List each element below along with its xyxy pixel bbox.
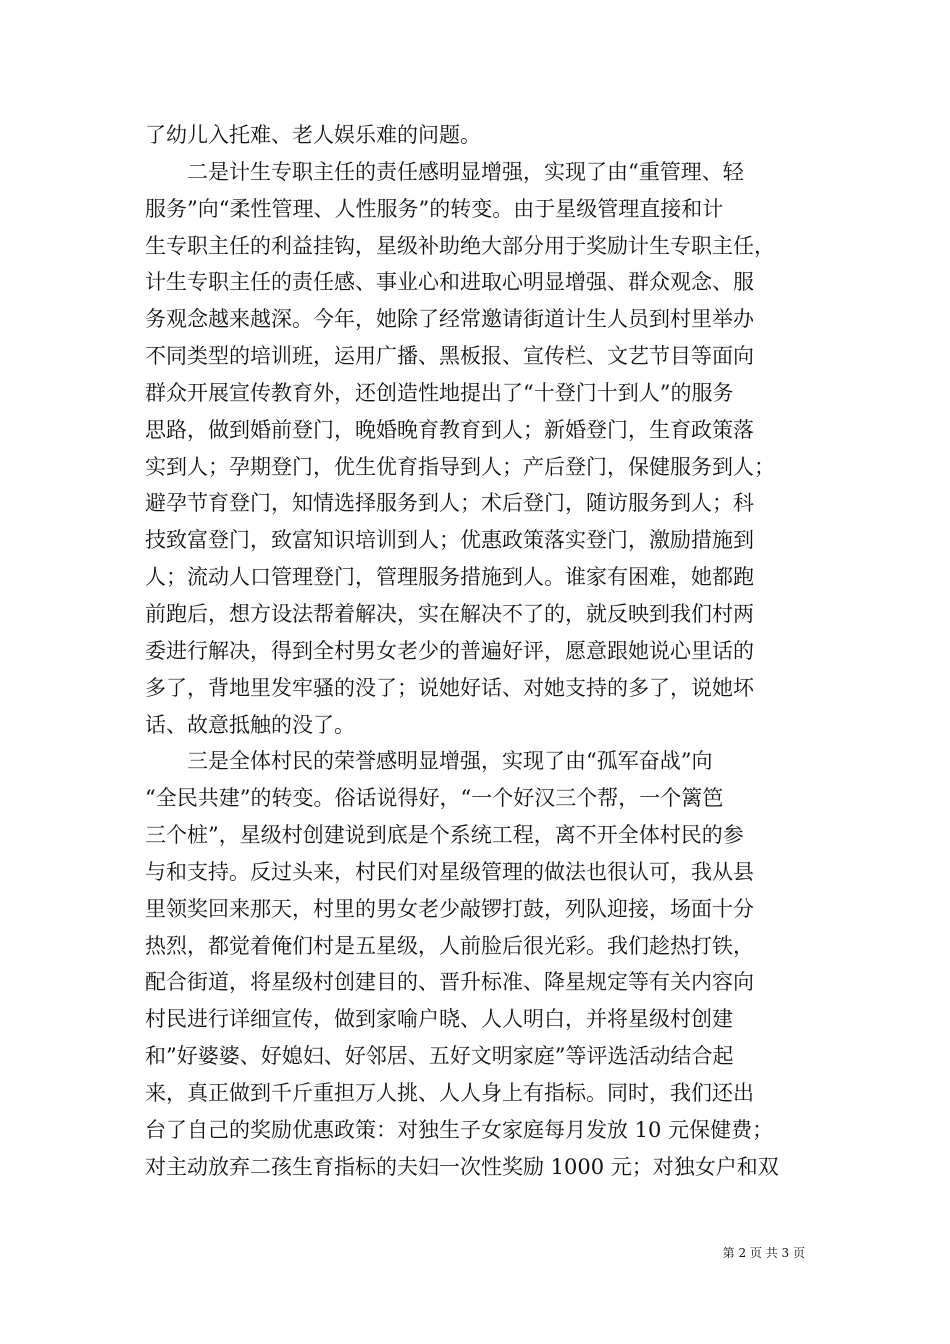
text-line: 不同类型的培训班，运用广播、黑板报、宣传栏、文艺节目等面向 <box>145 344 754 369</box>
text-line: 人；流动人口管理登门，管理服务措施到人。谁家有困难，她都跑 <box>145 565 754 590</box>
text-line: 了幼儿入托难、老人娱乐难的问题。 <box>145 123 481 147</box>
text-line: “全民共建”的转变。俗话说得好，“一个好汉三个帮，一个篱笆 <box>145 786 724 811</box>
text-line: 与和支持。反过头来，村民们对星级管理的做法也很认可，我从县 <box>145 859 754 884</box>
text-line: 对主动放弃二孩生育指标的夫妇一次性奖励 1000 元；对独女户和双 <box>145 1154 779 1179</box>
page-number-footer: 第 2 页 共 3 页 <box>722 1246 805 1260</box>
text-line: 来，真正做到千斤重担万人挑、人人身上有指标。同时，我们还出 <box>145 1080 754 1105</box>
text-line: 热烈，都觉着俺们村是五星级，人前脸后很光彩。我们趁热打铁， <box>145 933 754 958</box>
paragraph-start-line: 二是计生专职主任的责任感明显增强，实现了由“重管理、轻 <box>187 159 744 184</box>
text-line: 群众开展宣传教育外，还创造性地提出了“十登门十到人”的服务 <box>145 380 734 405</box>
text-line: 委进行解决，得到全村男女老少的普遍好评，愿意跟她说心里话的 <box>145 638 754 663</box>
text-line: 生专职主任的利益挂钩，星级补助绝大部分用于奖励计生专职主任， <box>145 233 775 258</box>
text-line: 思路，做到婚前登门，晚婚晚育教育到人；新婚登门，生育政策落 <box>145 417 754 442</box>
text-line: 村民进行详细宣传，做到家喻户晓、人人明白，并将星级村创建 <box>145 1007 733 1032</box>
text-line: 实到人；孕期登门，优生优育指导到人；产后登门，保健服务到人； <box>145 454 775 479</box>
text-line: 和”好婆婆、好媳妇、好邻居、五好文明家庭”等评选活动结合起 <box>145 1044 734 1069</box>
text-line: 服务”向“柔性管理、人性服务”的转变。由于星级管理直接和计 <box>145 196 724 221</box>
text-line: 计生专职主任的责任感、事业心和进取心明显增强、群众观念、服 <box>145 270 754 295</box>
text-line: 话、故意抵触的没了。 <box>145 712 355 737</box>
document-body <box>145 117 807 1185</box>
text-line: 前跑后，想方设法帮着解决，实在解决不了的，就反映到我们村两 <box>145 601 754 626</box>
text-line: 避孕节育登门，知情选择服务到人；术后登门，随访服务到人；科 <box>145 491 754 516</box>
text-line: 台了自己的奖励优惠政策：对独生子女家庭每月发放 10 元保健费； <box>145 1117 774 1142</box>
text-line: 多了，背地里发牢骚的没了；说她好话、对她支持的多了，说她坏 <box>145 675 754 700</box>
text-line: 三个桩”，星级村创建说到底是个系统工程，离不开全体村民的参 <box>145 823 744 848</box>
text-line: 技致富登门，致富知识培训到人；优惠政策落实登门，激励措施到 <box>145 528 754 553</box>
paragraph-start-line: 三是全体村民的荣誉感明显增强，实现了由“孤军奋战”向 <box>187 749 713 774</box>
text-line: 里领奖回来那天，村里的男女老少敲锣打鼓，列队迎接，场面十分 <box>145 896 754 921</box>
text-line: 务观念越来越深。今年，她除了经常邀请街道计生人员到村里举办 <box>145 307 754 332</box>
text-line: 配合街道，将星级村创建目的、晋升标准、降星规定等有关内容向 <box>145 970 754 995</box>
